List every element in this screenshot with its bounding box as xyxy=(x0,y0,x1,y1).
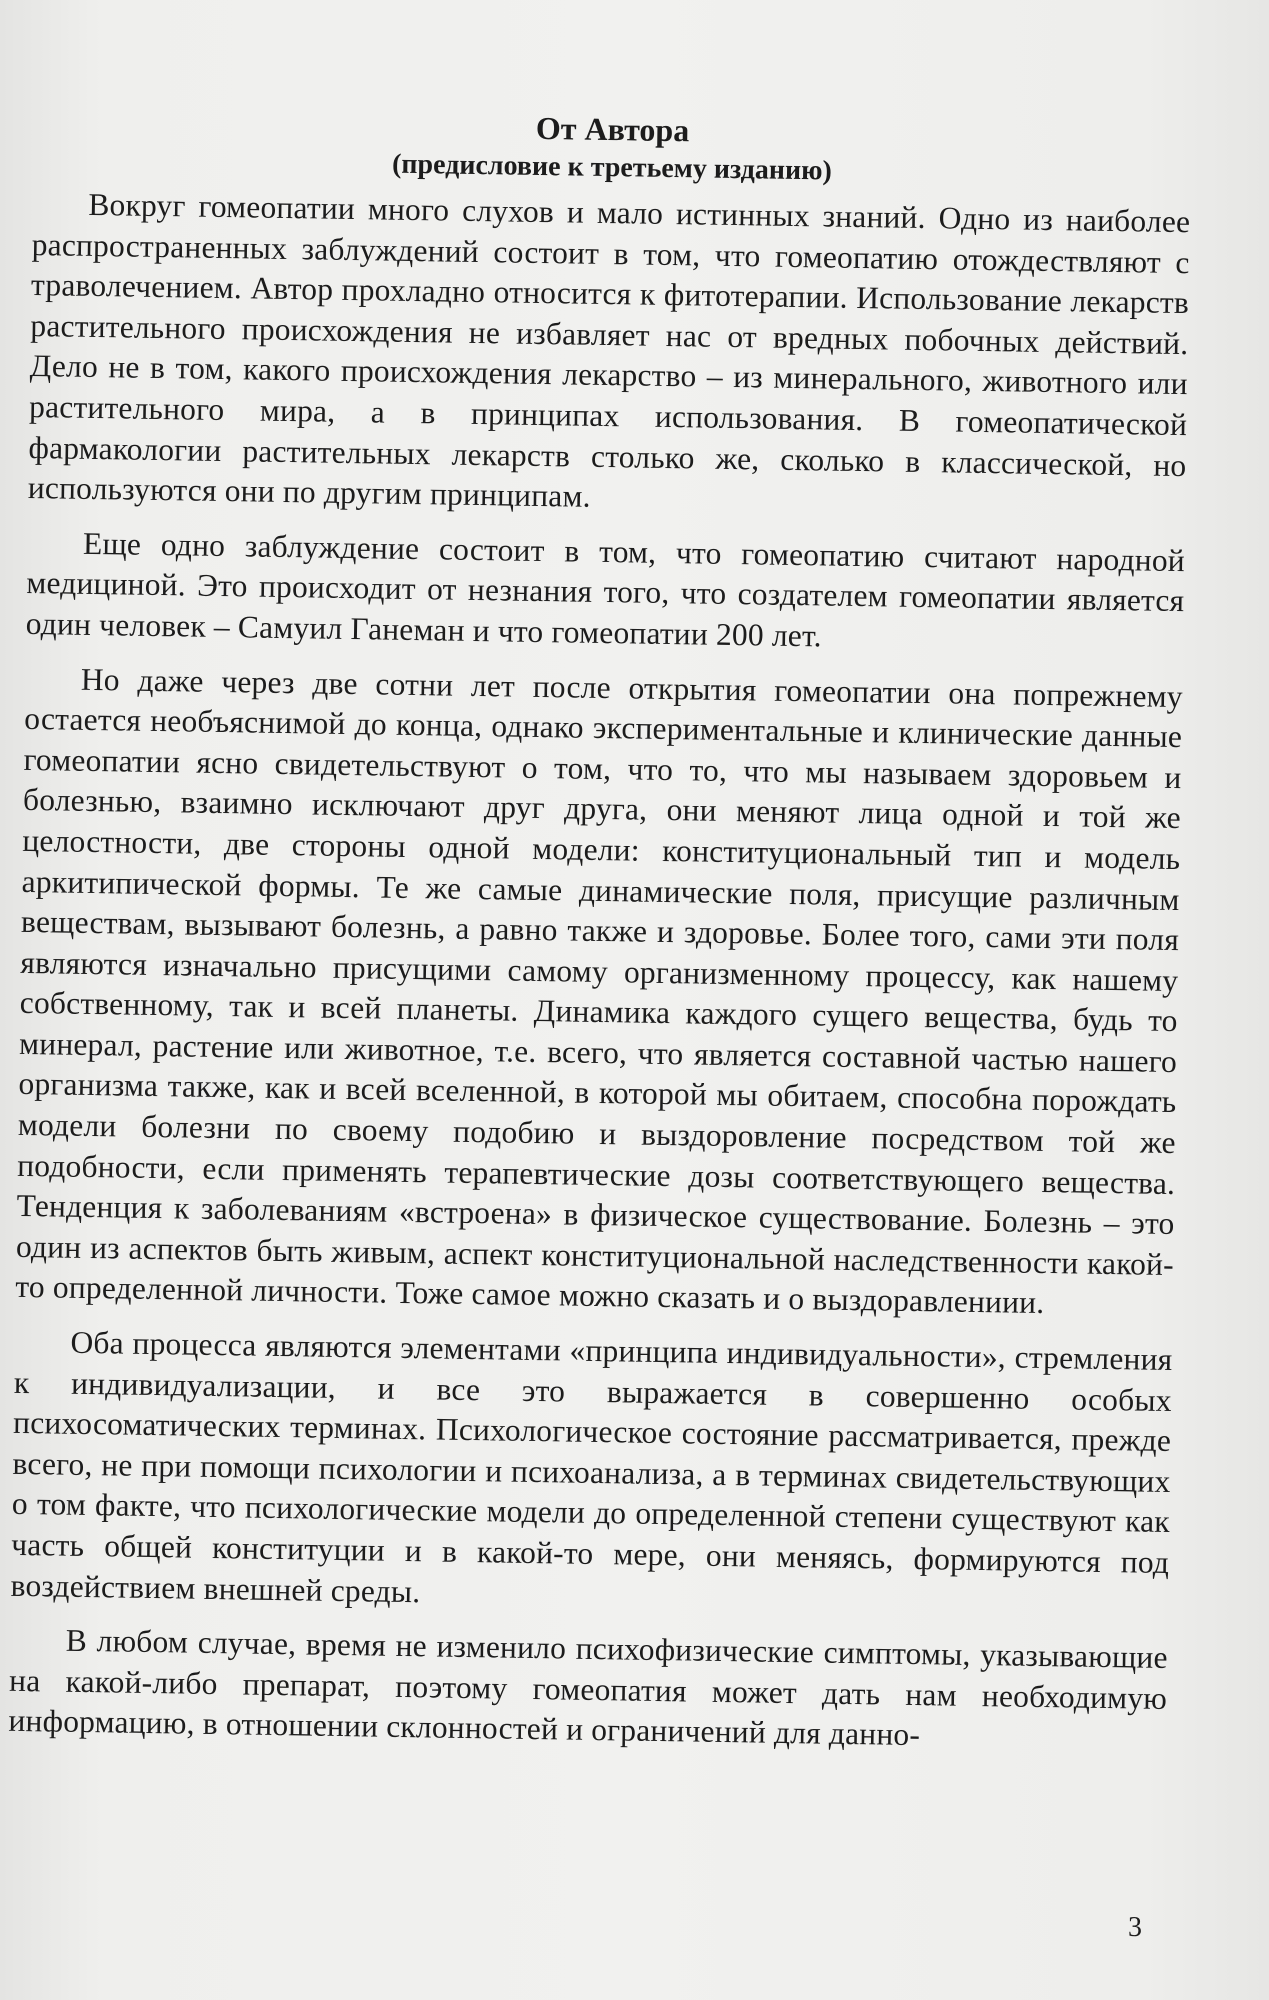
chapter-title: От Автора xyxy=(535,109,690,149)
page-number: 3 xyxy=(1128,1912,1142,1943)
paragraph-4: Оба процесса являются элементами «принципа индивидуальности», стремления к индивидуализации, и все это выражается в совершенно особых психосоматических терминах. Психологическое состояние рассматривается, прежде всего, не при помощи психологии и психоанализа, а в терминах свидетельствующих о том факте, что психологические модели до определенной степени существуют как часть общей конституции и в какой-то мере, они меняясь, формируются под воздействием внешней среды. xyxy=(10,1324,1173,1609)
page-content xyxy=(8,100,1192,1774)
paragraph-3: Но даже через две сотни лет после открытия гомеопатии она попрежнему остается необъяснимой до конца, однако экспериментальные и клинические данные гомеопатии ясно свидетельствуют о том, что то, что мы называем здоровьем и болезнью, взаимно исключают друг друга, они меняют лица одной и той же целостности, две стороны одной модели: конституциональный тип и модель аркитипической формы. Те же самые динамические поля, присущие различным веществам, вызывают болезнь, а равно также и здоровье. Более того, сами эти поля являются изначально присущими самому организменному процессу, как нашему собственному, так и всей планеты. Динамика каждого сущего вещества, будь то минерал, растение или животное, т.е. всего, что является составной частью нашего организма также, как и всей вселенной, в которой мы обитаем, способна порождать модели болезни по своему подобию и выздоровление посредством той же подобности, если применять терапевтические дозы соответствующего вещества. Тенденция к заболеваниям «встроена» в физическое существование. Болезнь – это один из аспектов быть живым, аспект конституциональной наследственности какой-то определенной личности. Тоже самое можно сказать и о выздоравлениии. xyxy=(15,661,1184,1321)
paragraph-5: В любом случае, время не изменило психофизические симптомы, указывающие на какой-либо препарат, поэтому гомеопатия может дать нам необходимую информацию, в отношении склонностей и ограничений для данно- xyxy=(8,1622,1168,1753)
paragraph-2: Еще одно заблуждение состоит в том, что гомеопатию считают народной медициной. Это происходит от незнания того, что создателем гомеопатии является один человек – Самуил Ганеман и что гомеопатии 200 лет. xyxy=(25,525,1186,654)
chapter-subtitle: (предисловие к третьему изданию) xyxy=(391,148,833,187)
paragraph-1: Вокруг гомеопатии много слухов и мало истинных знаний. Одно из наиболее распространенных заблуждений состоит в том, что гомеопатию отождествляют с траволечением. Автор прохладно относится к фитотерапии. Использование лекарств растительного происхождения не избавляет нас от вредных побочных действий. Дело не в том, какого происхождения лекарство – из минерального, животного или растительного мира, а в принципах использования. В гомеопатической фармакологии растительных лекарств столько же, сколько в классической, но используются они по другим принципам. xyxy=(27,186,1191,514)
